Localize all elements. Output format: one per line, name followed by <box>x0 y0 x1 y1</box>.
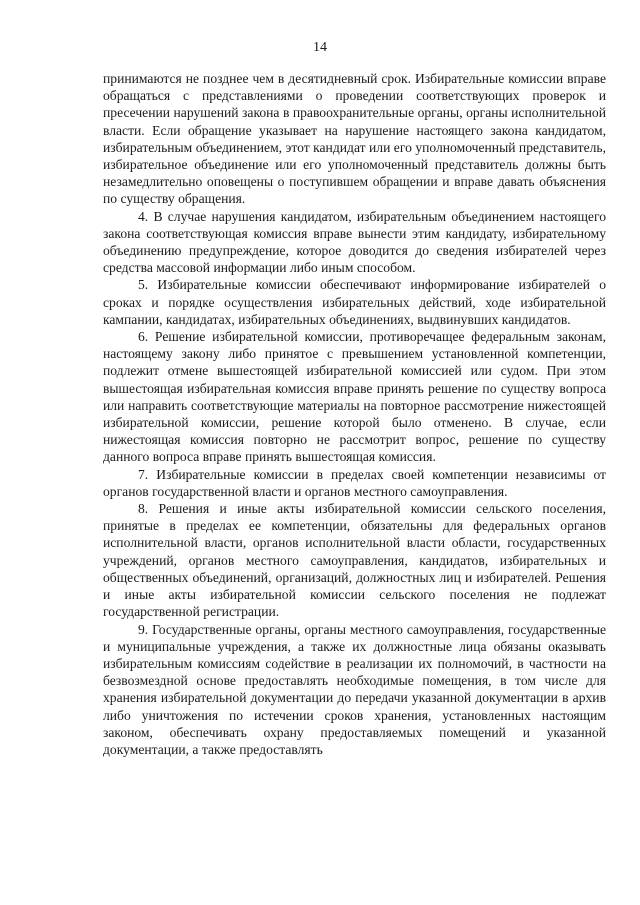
paragraph: 6. Решение избирательной комиссии, противоречащее федеральным законам, настоящему закону либо принятое с превышением установленной компетенции, подлежит отмене вышестоящей избирательной комиссией или судом. При этом вышестоящая избирательная комиссия вправе принять решение по существу вопроса или направить соответствующие материалы на повторное рассмотрение нижестоящей избирательной комиссии, решение которой было отменено. В случае, если нижестоящая комиссия повторно не рассмотрит вопрос, решение по существу данного вопроса вправе принять вышестоящая комиссия. <box>103 329 606 465</box>
paragraph: принимаются не позднее чем в десятидневный срок. Избирательные комиссии вправе обращаться с представлениями о проведении соответствующих проверок и пресечении нарушений закона в правоохранительные органы, органы исполнительной власти. Если обращение указывает на нарушение настоящего закона кандидатом, избирательным объединением, этот кандидат или его уполномоченный представитель, избирательное объединение или его уполномоченный представитель должны быть незамедлительно оповещены о поступившем обращении и вправе давать объяснения по существу обращения. <box>103 71 606 207</box>
paragraph: 7. Избирательные комиссии в пределах своей компетенции независимы от органов государственной власти и органов местного самоуправления. <box>103 466 606 499</box>
paragraph: 5. Избирательные комиссии обеспечивают информирование избирателей о сроках и порядке осуществления избирательных действий, ходе избирательной кампании, кандидатах, избирательных объединениях, выдвинувших кандидатов. <box>103 277 606 327</box>
page-number: 14 <box>313 40 327 55</box>
paragraph: 9. Государственные органы, органы местного самоуправления, государственные и муниципальные учреждения, а также их должностные лица обязаны оказывать избирательным комиссиям содействие в реализации их полномочий, в частности на безвозмездной основе предоставлять необходимые помещения, в том числе для хранения избирательной документации до передачи указанной документации в архив либо уничтожения по истечении сроков хранения, установленных настоящим законом, обеспечивать охрану предоставляемых помещений и указанной документации, а также предоставлять <box>103 621 606 757</box>
paragraph: 4. В случае нарушения кандидатом, избирательным объединением настоящего закона соответствующая комиссия вправе вынести этим кандидату, избирательному объединению предупреждение, которое доводится до сведения избирателей через средства массовой информации либо иным способом. <box>103 208 606 276</box>
document-body <box>103 70 606 758</box>
paragraph: 8. Решения и иные акты избирательной комиссии сельского поселения, принятые в пределах ее компетенции, обязательны для федеральных органов исполнительной власти, органов исполнительной власти области, государственных учреждений, органов местного самоуправления, кандидатов, избирательных и общественных объединений, организаций, должностных лиц и избирателей. Решения и иные акты избирательной комиссии сельского поселения не подлежат государственной регистрации. <box>103 501 606 620</box>
